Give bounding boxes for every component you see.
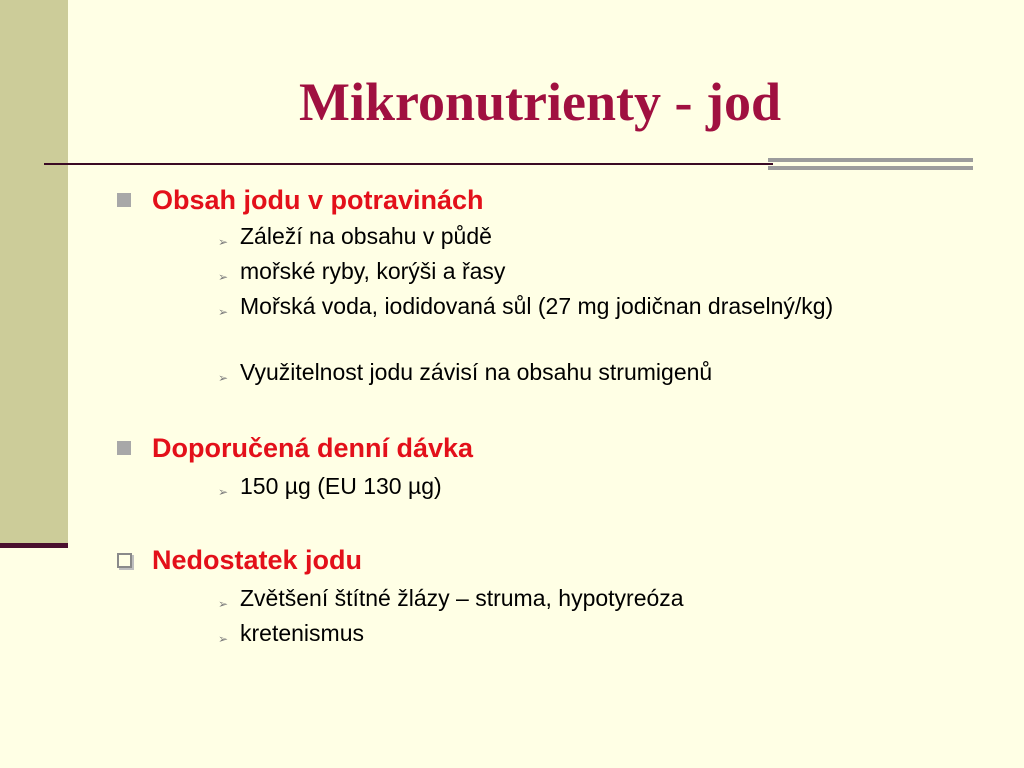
list-item: Zvětšení štítné žlázy – struma, hypotyreóza xyxy=(240,585,684,611)
arrowhead-bullet-icon: ➢ xyxy=(218,485,229,499)
list-item: kretenismus xyxy=(240,620,364,646)
list-item: Mořská voda, iodidovaná sůl (27 mg jodičnan draselný/kg) xyxy=(240,293,834,319)
hollow-square-bullet-icon xyxy=(117,553,132,568)
slide-title: Mikronutrienty - jod xyxy=(299,72,781,132)
list-item: 150 µg (EU 130 µg) xyxy=(240,473,442,499)
section-heading: Nedostatek jodu xyxy=(152,545,363,575)
filled-square-bullet-icon xyxy=(117,441,131,455)
list-item: Využitelnost jodu závisí na obsahu strumigenů xyxy=(240,359,713,385)
arrowhead-bullet-icon: ➢ xyxy=(218,235,229,249)
arrowhead-bullet-icon: ➢ xyxy=(218,270,229,284)
arrowhead-bullet-icon: ➢ xyxy=(218,371,229,385)
arrowhead-bullet-icon: ➢ xyxy=(218,632,229,646)
section-heading: Doporučená denní dávka xyxy=(152,433,474,463)
filled-square-bullet-icon xyxy=(117,193,131,207)
list-item: mořské ryby, korýši a řasy xyxy=(240,258,506,284)
arrowhead-bullet-icon: ➢ xyxy=(218,597,229,611)
arrowhead-bullet-icon: ➢ xyxy=(218,305,229,319)
list-item: Záleží na obsahu v půdě xyxy=(240,223,492,249)
section-heading: Obsah jodu v potravinách xyxy=(152,185,484,215)
